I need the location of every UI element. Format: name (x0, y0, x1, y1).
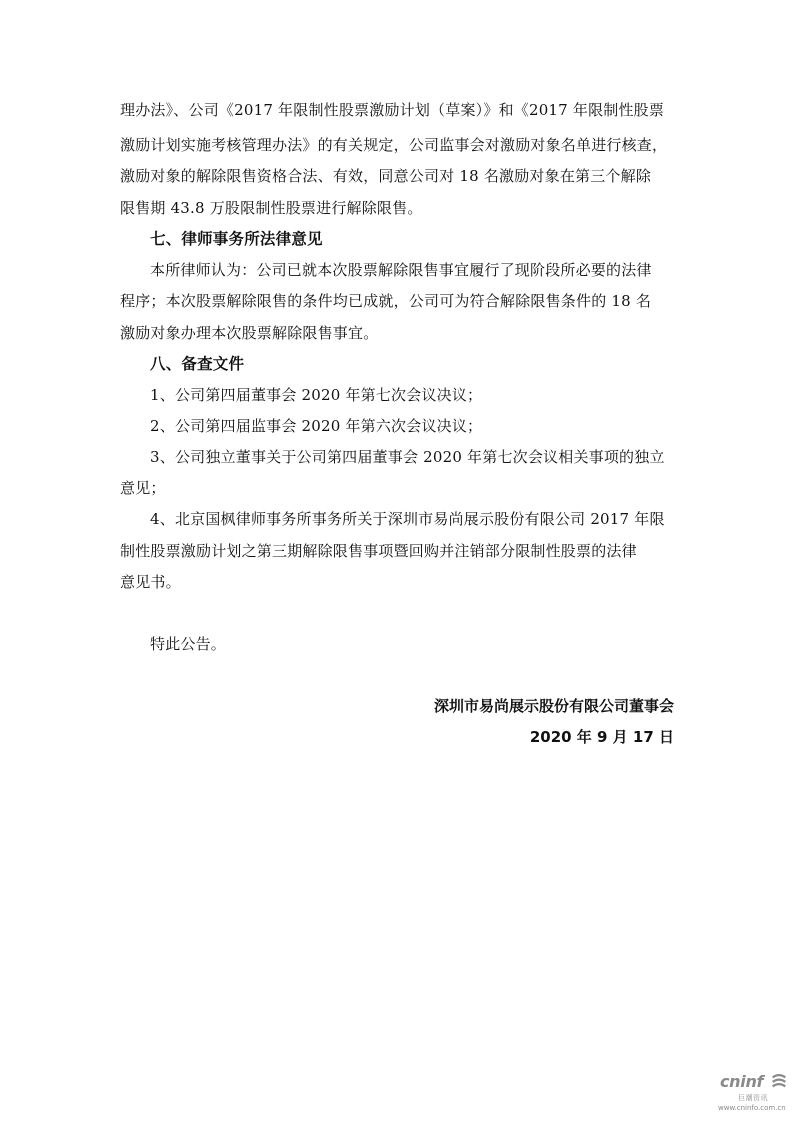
section8-item-2: 2、公司第四届监事会 2020 年第六次会议决议； (150, 417, 483, 435)
section8-heading: 八、备查文件 (150, 355, 245, 373)
watermark-url: www.cninfo.com.cn (718, 1104, 786, 1112)
section8-item-4-cont-1: 制性股票激励计划之第三期解除限售事项暨回购并注销部分限制性股票的法律 (120, 542, 637, 560)
section7-line-3: 激励对象办理本次股票解除限售事宜。 (120, 324, 379, 342)
section8-item-4: 4、北京国枫律师事务所事务所关于深圳市易尚展示股份有限公司 2017 年限 (150, 510, 665, 528)
signature-date: 2020 年 9 月 17 日 (529, 728, 674, 746)
section8-item-3-cont: 意见； (120, 479, 166, 497)
cninfo-watermark (712, 1068, 792, 1116)
watermark-logo-text: cninf (720, 1072, 764, 1091)
body-line-3: 激励对象的解除限售资格合法、有效，同意公司对 18 名激励对象在第三个解除 (120, 167, 652, 185)
section7-line-2: 程序；本次股票解除限售的条件均已成就，公司可为符合解除限售条件的 18 名 (120, 292, 652, 310)
body-line-4: 限售期 43.8 万股限制性股票进行解除限售。 (120, 199, 423, 217)
closing-text: 特此公告。 (150, 635, 227, 653)
section8-item-4-cont-2: 意见书。 (120, 573, 181, 591)
section8-item-3: 3、公司独立董事关于公司第四届董事会 2020 年第七次会议相关事项的独立 (150, 448, 665, 466)
body-line-2: 激励计划实施考核管理办法》的有关规定，公司监事会对激励对象名单进行核查， (120, 136, 668, 154)
cninfo-logo-icon (770, 1072, 788, 1090)
section7-line-1: 本所律师认为：公司已就本次股票解除限售事宜履行了现阶段所必要的法律 (150, 261, 652, 279)
body-line-1: 理办法》、公司《2017 年限制性股票激励计划（草案）》和《2017 年限制性股票 (120, 101, 665, 119)
watermark-cn-text: 巨潮资讯 (738, 1094, 768, 1102)
section8-item-1: 1、公司第四届董事会 2020 年第七次会议决议； (150, 386, 483, 404)
signature-company: 深圳市易尚展示股份有限公司董事会 (433, 697, 674, 715)
section7-heading: 七、律师事务所法律意见 (150, 230, 323, 248)
